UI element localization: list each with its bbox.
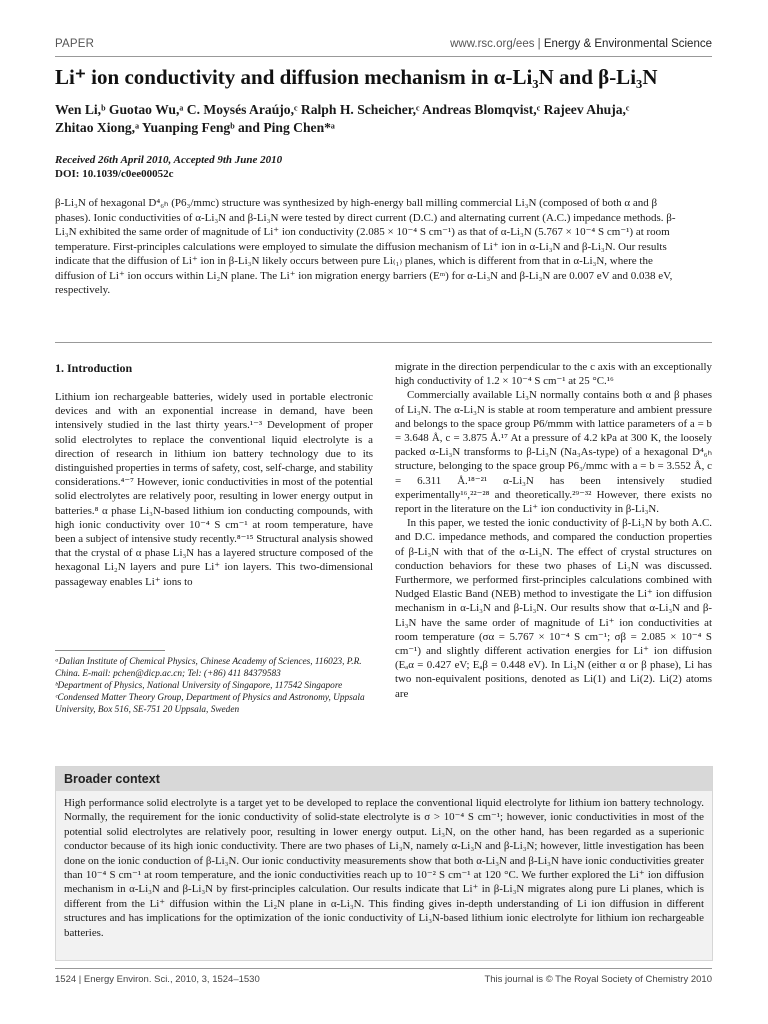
footnote-c: ᶜCondensed Matter Theory Group, Department of Physics and Astronomy, Uppsala University, Box 516, SE-751 20 Uppsala, Sweden — [55, 693, 365, 715]
author-list — [55, 101, 728, 137]
header-rule — [55, 56, 712, 57]
intro-paragraph-1: Lithium ion rechargeable batteries, widely used in portable electronic devices and with an exponential increase in demand, have been intensively studied in the last thirty years.¹⁻³ Development of proper solid electrolytes to replace the conventional liquid electrolyte is a direction of research in lithium ion battery technology due to its distinguished properties in terms of safety, cost, self-charge, and stability considerations.⁴⁻⁷ However, ionic conductivities in most of the potential solid electrolytes are relatively poor, resulting in lower energy output in batteries.⁸ α phase Li₃N-based lithium ion conducting compounds, with high ionic conductivity over 10⁻⁴ S cm⁻¹ at room temperature, have been a subject of intensive study recently.⁸⁻¹⁵ Structural analysis showed that the crystal of α phase Li₃N has a layered structure composed of the hexagonal Li₂N layers and pure Li⁺ ion layers. This two-dimensional passageway enables Li⁺ ions to — [55, 391, 373, 588]
abstract-rule — [55, 342, 712, 343]
section-heading-introduction: 1. Introduction — [55, 361, 133, 375]
abstract-text: β-Li₃N of hexagonal D⁴₆ₕ (P6₃/mmc) structure was synthesized by high-energy ball milling commercial Li₃N (composed of both α and β phases). Ionic conductivities of α-Li₃N and β-Li₃N were tested by direct current (D.C.) and alternating current (A.C.) impedance methods. β-Li₃N exhibited the same order of magnitude of Li⁺ ion conductivity (2.085 × 10⁻⁴ S cm⁻¹) as that of α-Li₃N (5.767 × 10⁻⁴ S cm⁻¹) at room temperature. First-principles calculations were employed to simulate the diffusion mechanism of Li⁺ ion in α-Li₃N and β-Li₃N. Our results indicate that the diffusion of Li⁺ ion in β-Li₃N likely occurs between pure Li₍₁₎ planes, which is different from that in α-Li₃N, where the diffusion of Li⁺ ion occurs within Li₂N plane. The Li⁺ ion migration energy barriers (Eᵐ) for α-Li₃N and β-Li₃N are 0.007 eV and 0.038 eV, respectively. — [55, 197, 676, 296]
affiliation-footnotes — [55, 656, 373, 716]
section-label: PAPER — [55, 38, 95, 50]
journal-url-link[interactable]: www.rsc.org/ees — [450, 38, 535, 50]
running-header — [55, 38, 712, 54]
intro-paragraph-2: Commercially available Li₃N normally contains both α and β phases of Li₃N. The α-Li₃N is stable at room temperature and ambient pressure and belongs to the space group P6/mmm with lattice parameters of a = b = 3.648 Å, c = 3.875 Å.¹⁷ At a pressure of 4.2 kPa at 300 K, the loosely packed α-Li₃N transforms to β-Li₃N (Na₃As-type) of a hexagonal D⁴₆ₕ structure, belonging to the space group P6₃/mmc with a = b = 3.552 Å, c = 6.311 Å.¹⁸⁻²¹ α-Li₃N has been intensively studied experimentally¹⁶,²²⁻²⁸ and theoretically.²⁹⁻³² However, there exists no report in the literature on the Li⁺ ion conductivity in β-Li₃N. — [395, 389, 712, 516]
broader-context-text: High performance solid electrolyte is a target yet to be developed to replace the conventional liquid electrolyte for lithium ion battery technology. Normally, the requirement for the ionic conductivity of solid-state electrolyte is σ > 10⁻⁴ S cm⁻¹; however, ionic conductivities in most of the potential solid electrolytes are relatively poor, resulting in lower energy output. Li₃N, on the other hand, has been regarded as a superionic conductor because of its high ionic conductivity. There are two phases of Li₃N, namely α-Li₃N and β-Li₃N; however, little investigation has been done on the ionic conduction of β-Li₃N. Our ionic conductivity measurements show that both α-Li₃N and β-Li₃N have ionic conductivities greater than 10⁻⁴ S cm⁻¹ at room temperature, and the ionic conductivities reach up to 10⁻² S cm⁻¹ at 120 °C. We further explored the Li⁺ ion diffusion mechanism in α-Li₃N and β-Li₃N by first-principles calculation. Our results indicate that Li⁺ in β-Li₃N migrates along pure Li planes, which is different from the Li⁺ diffusion within the Li₂N plane in α-Li₃N. This finding gives in-depth understanding of Li ion diffusion in different structures and has implications for the optimization of the ionic conductivity of Li₃N-based lithium ionic electrolyte for lithium ion rechargeable batteries. — [64, 797, 704, 939]
author-line-1: Wen Li,ᵇ Guotao Wu,ᵃ C. Moysés Araújo,ᶜ Ralph H. Scheicher,ᶜ Andreas Blomqvist,ᶜ Rajeev Ahuja,ᶜ — [55, 102, 630, 117]
footnote-b: ᵇDepartment of Physics, National University of Singapore, 117542 Singapore — [55, 681, 343, 691]
header-right — [450, 38, 712, 50]
paper-title: Li⁺ ion conductivity and diffusion mechanism in α-Li₃N and β-Li₃N — [55, 65, 658, 89]
journal-name: Energy & Environmental Science — [543, 38, 712, 50]
column-right — [395, 360, 712, 701]
column-left — [55, 360, 373, 589]
doi[interactable]: DOI: 10.1039/c0ee00052c — [55, 168, 174, 180]
footnote-rule — [55, 650, 165, 651]
header-separator: | — [537, 38, 541, 50]
intro-paragraph-1-cont: migrate in the direction perpendicular to the c axis with an exceptionally high conductivity of 1.2 × 10⁻⁴ S cm⁻¹ at 25 °C.¹⁶ — [395, 361, 712, 388]
page-footer — [55, 974, 712, 988]
received-dates: Received 26th April 2010, Accepted 9th June 2010 — [55, 154, 283, 166]
citation-footer: 1524 | Energy Environ. Sci., 2010, 3, 1524–1530 — [55, 974, 260, 985]
copyright-footer: This journal is © The Royal Society of Chemistry 2010 — [484, 974, 712, 985]
abstract — [55, 196, 695, 298]
broader-context-box — [55, 766, 713, 961]
footnote-a: ᵃDalian Institute of Chemical Physics, Chinese Academy of Sciences, 116023, P.R. China. E-mail: pchen@dicp.ac.cn; Tel: (+86) 411 84379583 — [55, 657, 362, 679]
author-line-2: Zhitao Xiong,ᵃ Yuanping Fengᵇ and Ping Chen*ᵃ — [55, 120, 335, 135]
broader-context-heading: Broader context — [56, 767, 712, 791]
intro-paragraph-3: In this paper, we tested the ionic conductivity of β-Li₃N by both A.C. and D.C. impedance methods, and compared the conduction properties of β-Li₃N with that of the α-Li₃N. The effect of crystal structures on conduction behaviors for these two phases of Li₃N was discussed. Furthermore, we performed first-principles calculations combined with Nudged Elastic Band (NEB) method to investigate the Li⁺ ion diffusion mechanism in α-Li₃N and β-Li₃N. Our results show that α-Li₃N and β-Li₃N have the same order of magnitude of Li⁺ ion conductivities at room temperature (σα = 5.767 × 10⁻⁴ S cm⁻¹; σβ = 2.085 × 10⁻⁴ S cm⁻¹) and slightly different activation energies for Li⁺ ion diffusion (Eₐα = 0.427 eV; Eₐβ = 0.448 eV). In Li₃N (either α or β phase), Li has two non-equivalent positions, denoted as Li(1) and Li(2). Li(2) atoms are — [395, 517, 712, 700]
footer-rule — [55, 968, 712, 969]
